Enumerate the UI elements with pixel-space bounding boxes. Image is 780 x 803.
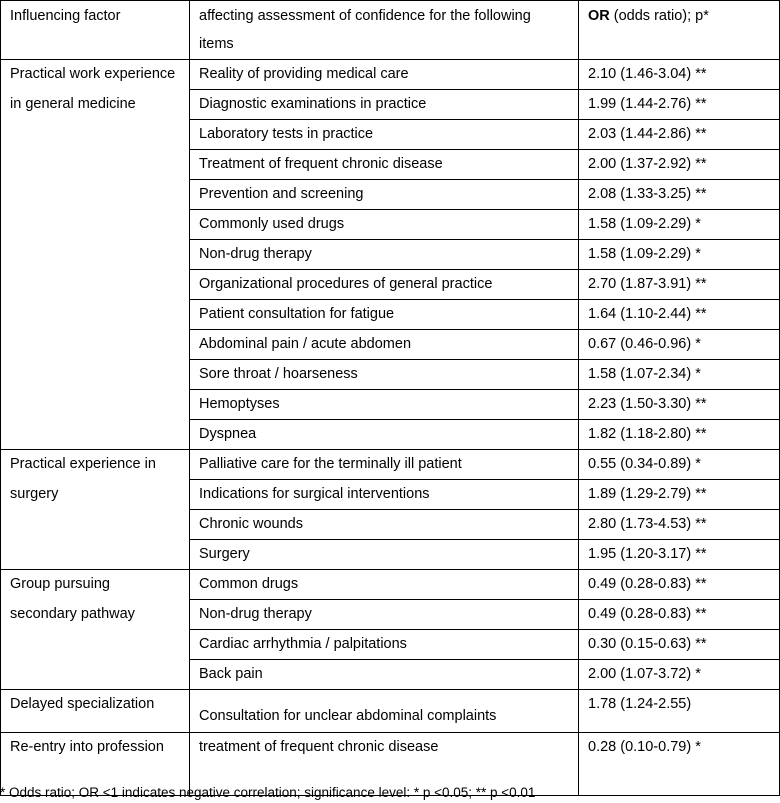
assessment-item-cell: Back pain [190,660,579,690]
assessment-item-cell: Abdominal pain / acute abdomen [190,330,579,360]
assessment-item-cell: Chronic wounds [190,510,579,540]
odds-ratio-cell: 1.58 (1.07-2.34) * [579,360,780,390]
odds-ratio-cell: 0.49 (0.28-0.83) ** [579,570,780,600]
odds-ratio-cell: 0.55 (0.34-0.89) * [579,450,780,480]
odds-ratio-cell: 2.23 (1.50-3.30) ** [579,390,780,420]
assessment-item-cell: Consultation for unclear abdominal complaints [190,690,579,733]
assessment-item-cell: treatment of frequent chronic disease [190,733,579,796]
assessment-item-cell: Laboratory tests in practice [190,120,579,150]
assessment-item-cell: Sore throat / hoarseness [190,360,579,390]
header-or-abbrev: OR [588,8,610,24]
influencing-factor-cell: Practical experience in surgery [1,450,190,570]
assessment-item-cell: Common drugs [190,570,579,600]
table-footnote: * Odds ratio; OR <1 indicates negative correlation; significance level: * p <0.05; ** p <0.01 [0,785,536,800]
odds-ratio-cell: 1.64 (1.10-2.44) ** [579,300,780,330]
odds-ratio-cell: 2.70 (1.87-3.91) ** [579,270,780,300]
assessment-item-cell: Dyspnea [190,420,579,450]
odds-ratio-cell: 0.67 (0.46-0.96) * [579,330,780,360]
assessment-item-cell: Treatment of frequent chronic disease [190,150,579,180]
assessment-item-cell: Non-drug therapy [190,600,579,630]
odds-ratio-cell: 1.89 (1.29-2.79) ** [579,480,780,510]
odds-ratio-cell: 2.00 (1.37-2.92) ** [579,150,780,180]
table-header-row [1,1,780,60]
odds-ratio-cell: 2.80 (1.73-4.53) ** [579,510,780,540]
odds-ratio-cell: 1.78 (1.24-2.55) [579,690,780,733]
influencing-factor-cell: Re-entry into profession [1,733,190,796]
influencing-factor-cell: Practical work experience in general medicine [1,60,190,450]
odds-ratio-cell: 0.28 (0.10-0.79) * [579,733,780,796]
assessment-item-cell: Surgery [190,540,579,570]
header-odds-ratio [579,1,780,60]
table-row [1,570,780,600]
assessment-item-cell: Patient consultation for fatigue [190,300,579,330]
influencing-factor-cell: Group pursuing secondary pathway [1,570,190,690]
odds-ratio-cell: 1.58 (1.09-2.29) * [579,240,780,270]
table-row [1,60,780,90]
assessment-item-cell: Indications for surgical interventions [190,480,579,510]
assessment-item-cell: Commonly used drugs [190,210,579,240]
odds-ratio-cell: 1.82 (1.18-2.80) ** [579,420,780,450]
odds-ratio-cell: 2.03 (1.44-2.86) ** [579,120,780,150]
odds-ratio-cell: 2.00 (1.07-3.72) * [579,660,780,690]
header-items: affecting assessment of confidence for the following items [190,1,579,60]
assessment-item-cell: Prevention and screening [190,180,579,210]
odds-ratio-cell: 2.10 (1.46-3.04) ** [579,60,780,90]
odds-ratio-cell: 1.58 (1.09-2.29) * [579,210,780,240]
header-influencing-factor: Influencing factor [1,1,190,60]
odds-ratio-cell: 0.49 (0.28-0.83) ** [579,600,780,630]
assessment-item-cell: Palliative care for the terminally ill patient [190,450,579,480]
assessment-item-cell: Cardiac arrhythmia / palpitations [190,630,579,660]
assessment-item-cell: Reality of providing medical care [190,60,579,90]
odds-ratio-cell: 1.95 (1.20-3.17) ** [579,540,780,570]
table-row [1,450,780,480]
odds-ratio-cell: 1.99 (1.44-2.76) ** [579,90,780,120]
odds-ratio-cell: 2.08 (1.33-3.25) ** [579,180,780,210]
table-row [1,690,780,733]
assessment-item-cell: Hemoptyses [190,390,579,420]
influencing-factor-cell: Delayed specialization [1,690,190,733]
header-or-label: (odds ratio); p* [609,8,709,24]
assessment-item-cell: Organizational procedures of general practice [190,270,579,300]
assessment-item-cell: Diagnostic examinations in practice [190,90,579,120]
odds-ratio-cell: 0.30 (0.15-0.63) ** [579,630,780,660]
assessment-item-cell: Non-drug therapy [190,240,579,270]
